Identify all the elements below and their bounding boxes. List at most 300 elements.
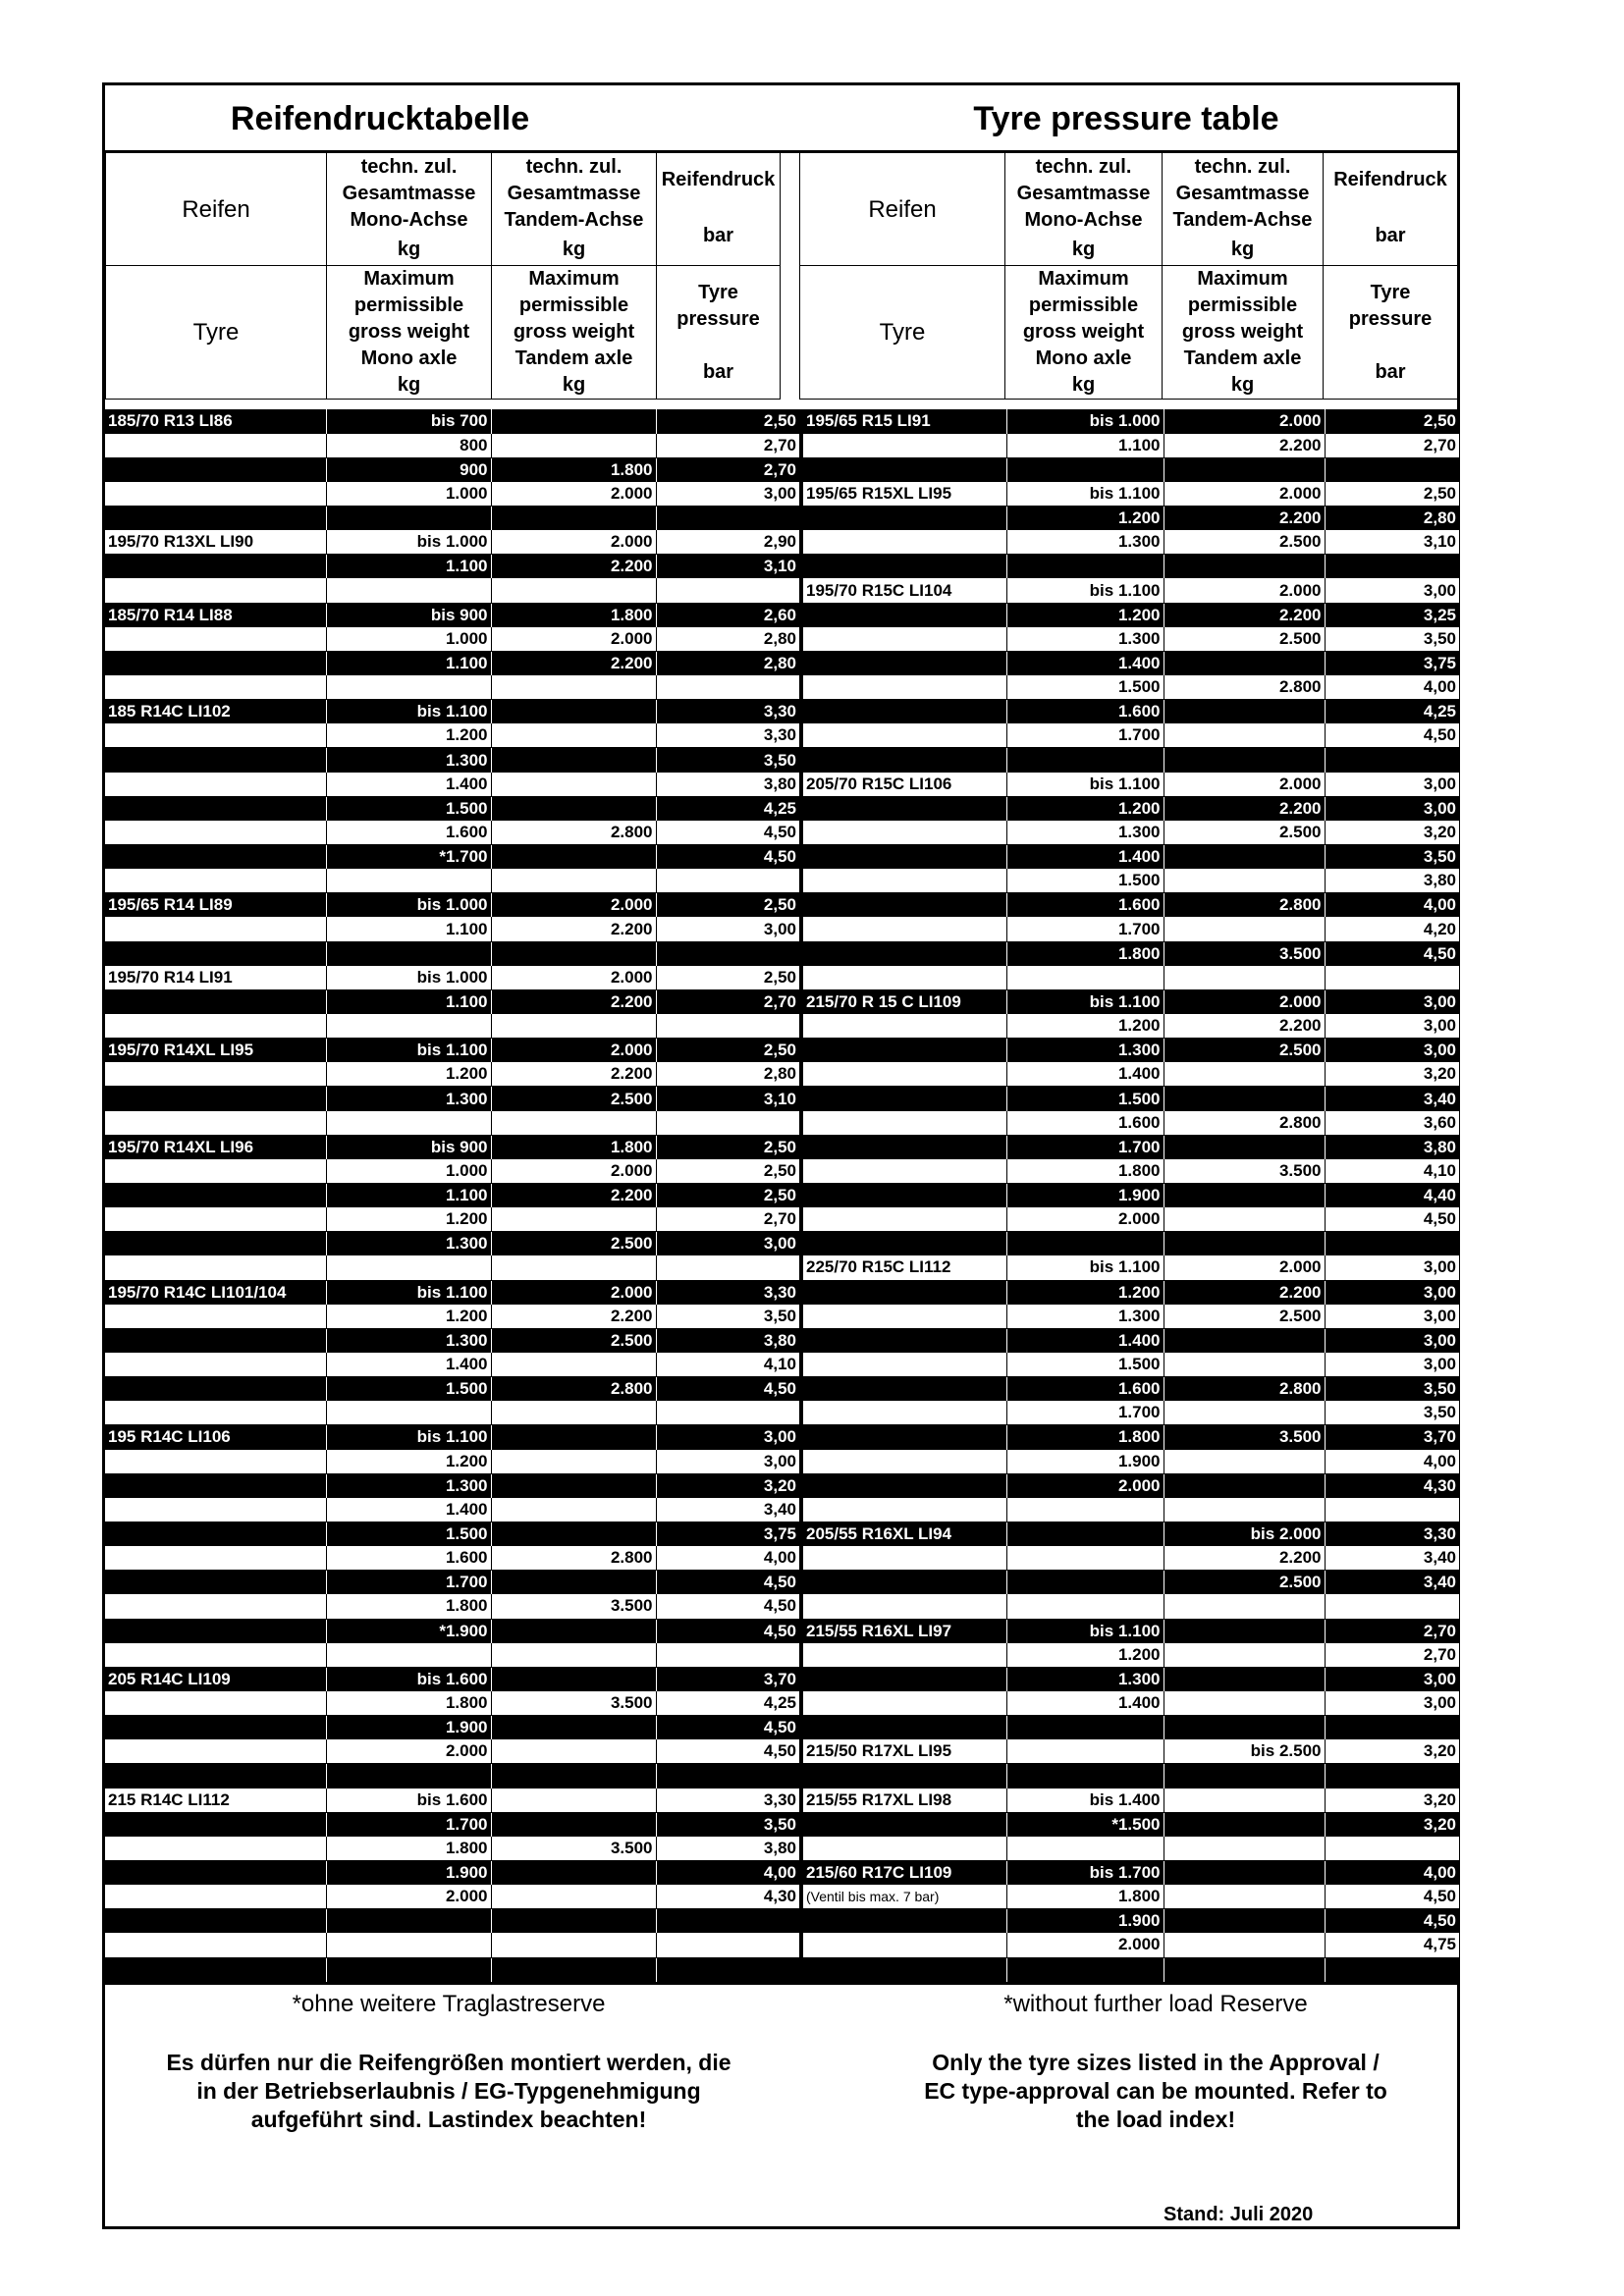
- tandem-weight-cell: 2.200: [1164, 796, 1325, 821]
- table-row: [105, 1255, 799, 1280]
- tyre-size-cell: [801, 530, 1006, 555]
- tyre-size-cell: [801, 1812, 1006, 1837]
- mono-weight-cell: 1.200: [1006, 1643, 1164, 1668]
- pressure-cell: 4,50: [1325, 1207, 1459, 1232]
- tyre-size-cell: [105, 989, 326, 1014]
- pressure-cell: 2,80: [656, 651, 799, 675]
- mono-weight-cell: 1.800: [326, 1691, 491, 1716]
- mono-weight-cell: 1.700: [326, 1571, 491, 1595]
- tyre-size-cell: [105, 1860, 326, 1885]
- tandem-weight-cell: 2.000: [491, 1039, 656, 1063]
- tyre-size-cell: [801, 1571, 1006, 1595]
- pressure-table-right: [799, 409, 1459, 1982]
- table-row: [801, 1353, 1459, 1377]
- footer-divider: [105, 1982, 1457, 1985]
- pressure-cell: 4,50: [1325, 723, 1459, 748]
- tyre-size-cell: 205/55 R16XL LI94: [801, 1522, 1006, 1546]
- table-row: [801, 1812, 1459, 1837]
- table-row: [801, 1425, 1459, 1450]
- tandem-weight-cell: [1164, 651, 1325, 675]
- tandem-weight-cell: [1164, 1135, 1325, 1159]
- tyre-size-cell: [105, 1546, 326, 1571]
- mono-weight-cell: [1006, 1571, 1164, 1595]
- tandem-weight-cell: 2.800: [491, 821, 656, 845]
- tandem-weight-cell: [491, 1739, 656, 1764]
- tandem-weight-cell: 2.000: [491, 1159, 656, 1184]
- mono-weight-cell: 2.000: [326, 1739, 491, 1764]
- pressure-cell: 3,00: [1325, 796, 1459, 821]
- tandem-weight-cell: [491, 1353, 656, 1377]
- tyre-size-cell: [801, 1305, 1006, 1329]
- tandem-weight-cell: bis 2.500: [1164, 1739, 1325, 1764]
- tyre-size-cell: [801, 1594, 1006, 1619]
- mono-weight-cell: 2.000: [1006, 1473, 1164, 1498]
- tyre-size-cell: [801, 1546, 1006, 1571]
- tyre-size-cell: 215/50 R17XL LI95: [801, 1739, 1006, 1764]
- tyre-size-cell: [105, 1305, 326, 1329]
- mono-weight-cell: 1.300: [326, 1473, 491, 1498]
- table-row: [801, 966, 1459, 990]
- tandem-weight-cell: [491, 1667, 656, 1691]
- tandem-weight-cell: [491, 1450, 656, 1474]
- pressure-cell: 4,20: [1325, 917, 1459, 941]
- pressure-cell: 3,50: [1325, 627, 1459, 652]
- tandem-weight-cell: [491, 675, 656, 700]
- tyre-size-cell: [801, 1498, 1006, 1522]
- table-row: [105, 1546, 799, 1571]
- tyre-size-cell: [801, 700, 1006, 724]
- table-row: [105, 1401, 799, 1425]
- table-row: [105, 1957, 799, 1982]
- header-tyre: Tyre: [106, 266, 327, 400]
- table-row: [105, 1619, 799, 1643]
- tandem-weight-cell: 2.200: [1164, 434, 1325, 458]
- tyre-size-cell: [105, 507, 326, 531]
- mono-weight-cell: 1.500: [326, 796, 491, 821]
- pressure-cell: 4,10: [1325, 1159, 1459, 1184]
- mono-weight-cell: 1.400: [326, 773, 491, 797]
- tandem-weight-cell: [491, 845, 656, 870]
- pressure-cell: 3,80: [656, 773, 799, 797]
- pressure-cell: 3,70: [656, 1667, 799, 1691]
- tandem-weight-cell: 2.500: [1164, 530, 1325, 555]
- tyre-size-cell: [105, 796, 326, 821]
- tandem-weight-cell: 2.000: [491, 893, 656, 918]
- table-row: [105, 1039, 799, 1063]
- table-row: [801, 409, 1459, 434]
- tyre-size-cell: [105, 1207, 326, 1232]
- pressure-cell: 3,20: [1325, 1789, 1459, 1813]
- tandem-weight-cell: [491, 1957, 656, 1982]
- tandem-weight-cell: 2.000: [1164, 482, 1325, 507]
- tandem-weight-cell: [491, 1909, 656, 1934]
- table-row: [105, 1909, 799, 1934]
- tyre-size-cell: [105, 1739, 326, 1764]
- table-row: [801, 1377, 1459, 1402]
- table-row: [801, 748, 1459, 773]
- tyre-size-cell: 195/70 R14XL LI96: [105, 1135, 326, 1159]
- tyre-size-cell: [105, 748, 326, 773]
- tandem-weight-cell: 2.500: [1164, 627, 1325, 652]
- pressure-cell: 3,20: [656, 1473, 799, 1498]
- tyre-size-cell: [105, 1691, 326, 1716]
- pressure-cell: 3,00: [1325, 1305, 1459, 1329]
- pressure-cell: 4,00: [1325, 893, 1459, 918]
- tyre-size-cell: [801, 603, 1006, 627]
- mono-weight-cell: 1.400: [1006, 1328, 1164, 1353]
- mono-weight-cell: 1.200: [1006, 1280, 1164, 1305]
- table-row: [105, 1473, 799, 1498]
- pressure-cell: 2,70: [1325, 1619, 1459, 1643]
- table-row: [801, 1014, 1459, 1039]
- tyre-size-cell: [105, 1159, 326, 1184]
- header-tandem-en: Maximum permissible gross weight Tandem axle kg: [492, 266, 657, 400]
- table-row: [105, 1062, 799, 1087]
- table-row: [105, 1232, 799, 1256]
- pressure-cell: 2,50: [1325, 482, 1459, 507]
- tyre-size-cell: [801, 1377, 1006, 1402]
- pressure-cell: 3,25: [1325, 603, 1459, 627]
- tandem-weight-cell: 2.000: [1164, 773, 1325, 797]
- pressure-cell: [1325, 1594, 1459, 1619]
- pressure-cell: 4,00: [1325, 1860, 1459, 1885]
- mono-weight-cell: 1.200: [326, 723, 491, 748]
- tyre-size-cell: [105, 1111, 326, 1136]
- tyre-size-cell: [105, 1014, 326, 1039]
- pressure-cell: 2,80: [1325, 507, 1459, 531]
- table-row: [801, 1087, 1459, 1111]
- tandem-weight-cell: [491, 1255, 656, 1280]
- mono-weight-cell: [326, 1933, 491, 1957]
- mono-weight-cell: bis 1.100: [1006, 482, 1164, 507]
- tyre-size-cell: [801, 1014, 1006, 1039]
- tandem-weight-cell: [1164, 1667, 1325, 1691]
- pressure-cell: 2,50: [656, 1135, 799, 1159]
- tandem-weight-cell: [491, 1619, 656, 1643]
- table-row: [105, 723, 799, 748]
- pressure-cell: 4,50: [656, 1571, 799, 1595]
- pressure-cell: [656, 869, 799, 893]
- tandem-weight-cell: [1164, 1473, 1325, 1498]
- tyre-size-cell: [105, 1232, 326, 1256]
- tyre-size-cell: [105, 821, 326, 845]
- pressure-cell: 3,10: [656, 555, 799, 579]
- mono-weight-cell: 1.800: [1006, 1425, 1164, 1450]
- table-row: [105, 1450, 799, 1474]
- tyre-size-cell: 205 R14C LI109: [105, 1667, 326, 1691]
- pressure-cell: 2,70: [1325, 1643, 1459, 1668]
- tyre-size-cell: [801, 1207, 1006, 1232]
- mono-weight-cell: *1.700: [326, 845, 491, 870]
- tandem-weight-cell: 3.500: [1164, 941, 1325, 966]
- mono-weight-cell: 1.600: [1006, 700, 1164, 724]
- pressure-cell: 3,40: [656, 1498, 799, 1522]
- table-row: [801, 578, 1459, 603]
- mono-weight-cell: *1.900: [326, 1619, 491, 1643]
- tyre-size-cell: 195 R14C LI106: [105, 1425, 326, 1450]
- tyre-size-cell: [105, 845, 326, 870]
- table-row: [801, 917, 1459, 941]
- mono-weight-cell: 1.600: [1006, 1111, 1164, 1136]
- tandem-weight-cell: [1164, 723, 1325, 748]
- tyre-size-cell: [801, 1909, 1006, 1934]
- tandem-weight-cell: bis 2.000: [1164, 1522, 1325, 1546]
- table-row: [105, 555, 799, 579]
- pressure-cell: 3,00: [1325, 1353, 1459, 1377]
- table-row: [105, 675, 799, 700]
- pressure-cell: 3,00: [1325, 1667, 1459, 1691]
- tandem-weight-cell: [1164, 1957, 1325, 1982]
- pressure-cell: 3,30: [656, 723, 799, 748]
- table-row: [105, 748, 799, 773]
- mono-weight-cell: 2.000: [1006, 1207, 1164, 1232]
- tyre-size-cell: [105, 1062, 326, 1087]
- table-row: [801, 1789, 1459, 1813]
- tyre-size-cell: 185/70 R14 LI88: [105, 603, 326, 627]
- tyre-size-cell: [801, 1933, 1006, 1957]
- tyre-size-cell: [105, 1837, 326, 1861]
- mono-weight-cell: 1.500: [1006, 869, 1164, 893]
- mono-weight-cell: 1.500: [326, 1377, 491, 1402]
- table-row: [801, 1450, 1459, 1474]
- pressure-cell: 2,50: [656, 1159, 799, 1184]
- tyre-size-cell: [105, 1909, 326, 1934]
- mono-weight-cell: [1006, 1498, 1164, 1522]
- table-row: [105, 1111, 799, 1136]
- table-row: [105, 1933, 799, 1957]
- table-row: [801, 1691, 1459, 1716]
- table-row: [105, 603, 799, 627]
- mono-weight-cell: bis 700: [326, 409, 491, 434]
- table-row: [105, 1353, 799, 1377]
- tyre-size-cell: [801, 1837, 1006, 1861]
- pressure-cell: 4,40: [1325, 1184, 1459, 1208]
- tandem-weight-cell: 2.500: [491, 1232, 656, 1256]
- mono-weight-cell: bis 1.000: [326, 893, 491, 918]
- mono-weight-cell: bis 1.100: [1006, 989, 1164, 1014]
- tandem-weight-cell: 2.200: [491, 651, 656, 675]
- tandem-weight-cell: [491, 1812, 656, 1837]
- tandem-weight-cell: 2.800: [491, 1377, 656, 1402]
- table-row: [801, 482, 1459, 507]
- table-row: [801, 1909, 1459, 1934]
- table-row: [105, 1014, 799, 1039]
- table-row: [105, 1643, 799, 1668]
- footnote-german: *ohne weitere Traglastreserve: [292, 1991, 606, 2017]
- tandem-weight-cell: [491, 723, 656, 748]
- footnote-english: *without further load Reserve: [1003, 1991, 1308, 2017]
- tyre-size-cell: [105, 1522, 326, 1546]
- mono-weight-cell: 1.700: [1006, 1401, 1164, 1425]
- table-row: [801, 1546, 1459, 1571]
- table-row: [801, 1594, 1459, 1619]
- mono-weight-cell: 1.600: [326, 821, 491, 845]
- mono-weight-cell: 1.100: [326, 1184, 491, 1208]
- mono-weight-cell: [1006, 457, 1164, 482]
- tandem-weight-cell: [1164, 1860, 1325, 1885]
- tandem-weight-cell: [1164, 1062, 1325, 1087]
- tandem-weight-cell: [1164, 1909, 1325, 1934]
- pressure-cell: 4,25: [656, 796, 799, 821]
- tandem-weight-cell: 2.500: [1164, 821, 1325, 845]
- mono-weight-cell: 1.400: [1006, 1062, 1164, 1087]
- mono-weight-cell: 1.800: [326, 1837, 491, 1861]
- table-row: [801, 1957, 1459, 1982]
- table-row: [801, 675, 1459, 700]
- stand-date: Stand: Juli 2020: [1164, 2204, 1314, 2225]
- tandem-weight-cell: 3.500: [491, 1691, 656, 1716]
- table-row: [105, 1135, 799, 1159]
- tandem-weight-cell: [1164, 1691, 1325, 1716]
- table-row: [105, 821, 799, 845]
- mono-weight-cell: 1.100: [326, 917, 491, 941]
- mono-weight-cell: 1.500: [1006, 1353, 1164, 1377]
- tandem-weight-cell: [1164, 1716, 1325, 1740]
- pressure-cell: 3,30: [656, 1789, 799, 1813]
- tandem-weight-cell: [491, 409, 656, 434]
- mono-weight-cell: 1.500: [326, 1522, 491, 1546]
- tandem-weight-cell: [1164, 1885, 1325, 1909]
- mono-weight-cell: [326, 1764, 491, 1789]
- tandem-weight-cell: [491, 1789, 656, 1813]
- mono-weight-cell: [326, 675, 491, 700]
- tyre-size-cell: [105, 1087, 326, 1111]
- tyre-size-cell: [801, 651, 1006, 675]
- pressure-cell: 3,75: [656, 1522, 799, 1546]
- mono-weight-cell: 1.400: [1006, 1691, 1164, 1716]
- pressure-cell: [656, 941, 799, 966]
- table-row: [801, 773, 1459, 797]
- mono-weight-cell: 1.200: [1006, 796, 1164, 821]
- table-row: [801, 1739, 1459, 1764]
- header-pressure-de: Reifendruck bar: [657, 153, 781, 266]
- tandem-weight-cell: 2.000: [491, 482, 656, 507]
- mono-weight-cell: 1.800: [1006, 941, 1164, 966]
- header-mono-en: Maximum permissible gross weight Mono axle kg: [327, 266, 492, 400]
- mono-weight-cell: 2.000: [1006, 1933, 1164, 1957]
- pressure-cell: 3,20: [1325, 1812, 1459, 1837]
- pressure-cell: 3,20: [1325, 1739, 1459, 1764]
- mono-weight-cell: [326, 1014, 491, 1039]
- tyre-size-cell: [105, 1716, 326, 1740]
- tyre-size-cell: 195/70 R13XL LI90: [105, 530, 326, 555]
- mono-weight-cell: 1.700: [1006, 1135, 1164, 1159]
- mono-weight-cell: [326, 1643, 491, 1668]
- tyre-size-cell: [801, 434, 1006, 458]
- tyre-size-cell: 195/70 R15C LI104: [801, 578, 1006, 603]
- pressure-cell: 2,90: [656, 530, 799, 555]
- table-row: [801, 434, 1459, 458]
- table-row: [105, 845, 799, 870]
- table-row: [105, 869, 799, 893]
- tyre-size-cell: [105, 1401, 326, 1425]
- tandem-weight-cell: 2.000: [1164, 578, 1325, 603]
- mono-weight-cell: 1.300: [326, 1328, 491, 1353]
- table-row: [801, 1111, 1459, 1136]
- tandem-weight-cell: [491, 1111, 656, 1136]
- table-row: [801, 1764, 1459, 1789]
- tandem-weight-cell: [1164, 1401, 1325, 1425]
- tandem-weight-cell: [491, 1933, 656, 1957]
- table-row: [801, 1159, 1459, 1184]
- header-mono-de: techn. zul. Gesamtmasse Mono-Achse kg: [1005, 153, 1163, 266]
- mono-weight-cell: bis 900: [326, 1135, 491, 1159]
- tandem-weight-cell: [1164, 845, 1325, 870]
- tandem-weight-cell: [1164, 1594, 1325, 1619]
- tandem-weight-cell: 2.000: [491, 1280, 656, 1305]
- table-row: [801, 530, 1459, 555]
- tyre-size-cell: 215/55 R17XL LI98: [801, 1789, 1006, 1813]
- tyre-size-cell: [105, 434, 326, 458]
- mono-weight-cell: bis 1.100: [326, 1425, 491, 1450]
- table-row: [105, 1571, 799, 1595]
- tandem-weight-cell: 2.200: [1164, 1014, 1325, 1039]
- mono-weight-cell: 800: [326, 434, 491, 458]
- table-row: [105, 1280, 799, 1305]
- tyre-size-cell: [801, 1087, 1006, 1111]
- mono-weight-cell: 1.200: [1006, 507, 1164, 531]
- mono-weight-cell: bis 1.000: [326, 966, 491, 990]
- mono-weight-cell: 1.200: [326, 1450, 491, 1474]
- pressure-cell: [656, 1764, 799, 1789]
- tyre-size-cell: [105, 1933, 326, 1957]
- tandem-weight-cell: [491, 1571, 656, 1595]
- tandem-weight-cell: [1164, 457, 1325, 482]
- tandem-weight-cell: 2.500: [1164, 1571, 1325, 1595]
- table-row: [801, 1135, 1459, 1159]
- tandem-weight-cell: [1164, 1353, 1325, 1377]
- pressure-cell: 2,80: [656, 1062, 799, 1087]
- pressure-cell: 2,70: [1325, 434, 1459, 458]
- mono-weight-cell: bis 1.100: [326, 1039, 491, 1063]
- tandem-weight-cell: 2.200: [491, 1184, 656, 1208]
- pressure-cell: 4,50: [656, 1739, 799, 1764]
- tandem-weight-cell: 2.500: [491, 1328, 656, 1353]
- tyre-size-cell: [801, 1691, 1006, 1716]
- table-row: [801, 1619, 1459, 1643]
- mono-weight-cell: 1.900: [326, 1860, 491, 1885]
- table-row: [801, 1328, 1459, 1353]
- mono-weight-cell: 1.300: [326, 1087, 491, 1111]
- tyre-size-cell: [105, 1957, 326, 1982]
- header-pressure-de: Reifendruck bar: [1324, 153, 1458, 266]
- pressure-cell: 3,80: [1325, 1135, 1459, 1159]
- tyre-size-cell: [801, 893, 1006, 918]
- tandem-weight-cell: 2.200: [1164, 1280, 1325, 1305]
- pressure-cell: 4,00: [1325, 675, 1459, 700]
- tyre-size-cell: [801, 796, 1006, 821]
- pressure-cell: [656, 1401, 799, 1425]
- mono-weight-cell: 1.200: [1006, 603, 1164, 627]
- tyre-size-cell: [105, 1377, 326, 1402]
- table-row: [105, 989, 799, 1014]
- pressure-cell: 3,50: [1325, 845, 1459, 870]
- pressure-cell: 2,70: [656, 989, 799, 1014]
- tyre-size-cell: [105, 869, 326, 893]
- tandem-weight-cell: 2.800: [1164, 893, 1325, 918]
- tandem-weight-cell: 2.200: [491, 555, 656, 579]
- pressure-cell: 3,30: [656, 1280, 799, 1305]
- pressure-cell: 2,50: [656, 1184, 799, 1208]
- mono-weight-cell: 1.900: [1006, 1450, 1164, 1474]
- table-row: [801, 555, 1459, 579]
- pressure-cell: [656, 1643, 799, 1668]
- pressure-cell: 3,70: [1325, 1425, 1459, 1450]
- table-row: [801, 1232, 1459, 1256]
- tandem-weight-cell: [1164, 1933, 1325, 1957]
- tandem-weight-cell: 2.800: [491, 1546, 656, 1571]
- mono-weight-cell: 1.300: [1006, 1305, 1164, 1329]
